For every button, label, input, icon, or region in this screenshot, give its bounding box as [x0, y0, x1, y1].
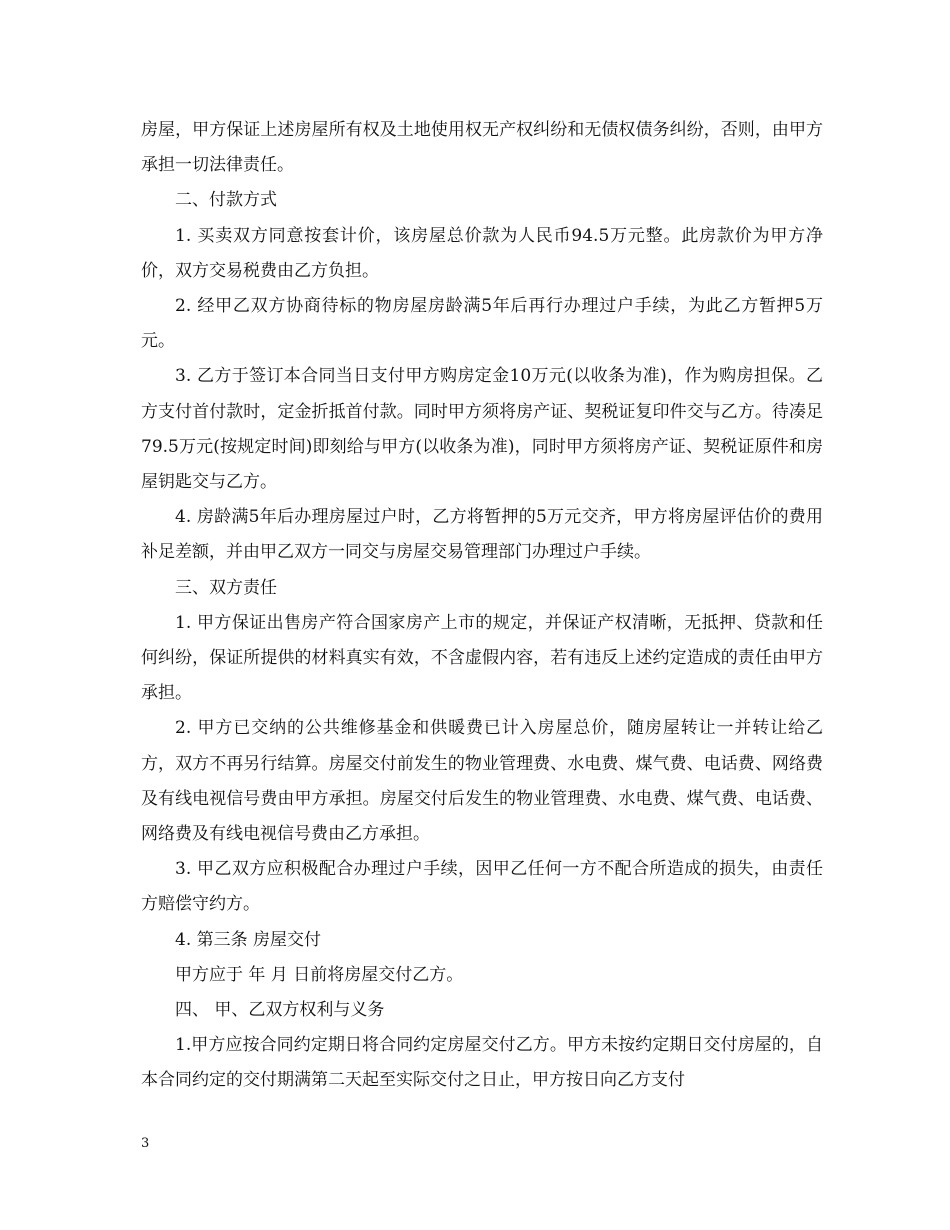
paragraph-2: 1. 买卖双方同意按套计价，该房屋总价款为人民币94.5万元整。此房款价为甲方净价，双方交易税费由乙方负担。 [141, 225, 823, 281]
paragraph-12: 四、 甲、乙双方权利与义务 [175, 1000, 385, 1021]
document-body [141, 113, 823, 1099]
paragraph-9: 3. 甲乙双方应积极配合办理过户手续，因甲乙任何一方不配合所造成的损失，由责任方赔偿守约方。 [141, 859, 823, 915]
paragraph-10: 4. 第三条 房屋交付 [175, 929, 322, 950]
paragraph-1: 二、付款方式 [175, 190, 277, 211]
paragraph-3: 2. 经甲乙双方协商待标的物房屋房龄满5年后再行办理过户手续，为此乙方暂押5万元。 [141, 296, 823, 352]
paragraph-4: 3. 乙方于签订本合同当日支付甲方购房定金10万元(以收条为准)，作为购房担保。乙方支付首付款时，定金折抵首付款。同时甲方须将房产证、契税证复印件交与乙方。待凑足79.5万元(按规定时间)即刻给与甲方(以收条为准)，同时甲方须将房产证、契税证原件和房屋钥匙交与乙方。 [141, 366, 823, 493]
paragraph-6: 三、双方责任 [175, 577, 277, 598]
paragraph-11: 甲方应于 年 月 日前将房屋交付乙方。 [175, 964, 464, 985]
paragraph-0: 房屋，甲方保证上述房屋所有权及土地使用权无产权纠纷和无债权债务纠纷，否则，由甲方承担一切法律责任。 [141, 120, 823, 176]
paragraph-13: 1.甲方应按合同约定期日将合同约定房屋交付乙方。甲方未按约定期日交付房屋的，自本合同约定的交付期满第二天起至实际交付之日止，甲方按日向乙方支付 [141, 1035, 823, 1091]
page-number: 3 [141, 1136, 150, 1151]
paragraph-8: 2. 甲方已交纳的公共维修基金和供暖费已计入房屋总价，随房屋转让一并转让给乙方，双方不再另行结算。房屋交付前发生的物业管理费、水电费、煤气费、电话费、网络费及有线电视信号费由甲方承担。房屋交付后发生的物业管理费、水电费、煤气费、电话费、网络费及有线电视信号费由乙方承担。 [141, 718, 823, 845]
paragraph-5: 4. 房龄满5年后办理房屋过户时，乙方将暂押的5万元交齐，甲方将房屋评估价的费用补足差额，并由甲乙双方一同交与房屋交易管理部门办理过户手续。 [141, 507, 823, 563]
paragraph-7: 1. 甲方保证出售房产符合国家房产上市的规定，并保证产权清晰，无抵押、贷款和任何纠纷，保证所提供的材料真实有效，不含虚假内容，若有违反上述约定造成的责任由甲方承担。 [141, 612, 823, 704]
